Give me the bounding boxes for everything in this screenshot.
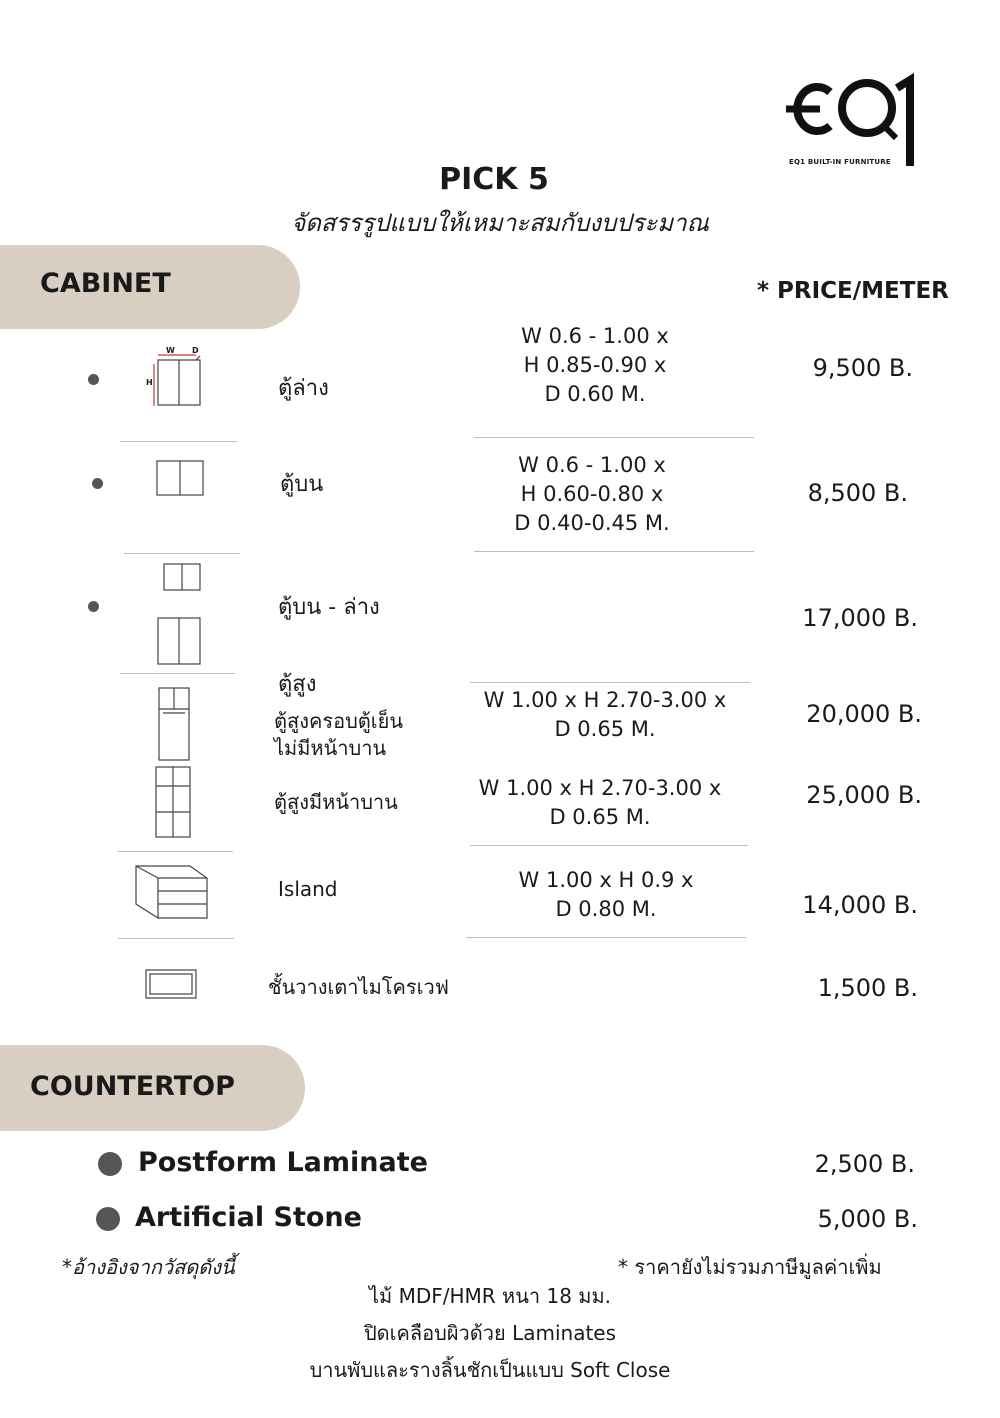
item-name: ตู้สูงมีหน้าบาน — [274, 790, 398, 814]
material-note-label: *อ้างอิงจากวัสดุดังนี้ — [62, 1255, 235, 1279]
item-name: Island — [278, 877, 338, 901]
countertop-name: Artificial Stone — [135, 1202, 362, 1233]
upper-cabinet-icon — [150, 455, 210, 500]
page-subtitle: จัดสรรรูปแบบให้เหมาะสมกับงบประมาณ — [291, 209, 709, 237]
divider — [470, 845, 748, 846]
cabinet-section-banner — [0, 245, 300, 329]
divider — [118, 938, 234, 939]
height-label: H — [146, 378, 153, 387]
divider — [120, 673, 235, 674]
divider — [118, 851, 233, 852]
item-price: 9,500 B. — [812, 354, 913, 382]
item-dimensions: W 0.6 - 1.00 x H 0.85-0.90 x D 0.60 M. — [521, 324, 669, 406]
tall-cabinet-open-icon — [150, 685, 200, 763]
width-label: W — [166, 346, 175, 355]
divider — [120, 441, 237, 442]
material-line: ปิดเคลือบผิวด้วย Laminates — [363, 1321, 617, 1345]
item-dimensions: W 1.00 x H 0.9 x D 0.80 M. — [518, 868, 694, 921]
item-dimensions: W 1.00 x H 2.70-3.00 x D 0.65 M. — [483, 688, 727, 741]
tall-cabinet-doors-icon — [150, 764, 200, 840]
divider — [474, 437, 754, 438]
material-line: บานพับและรางลิ้นชักเป็นแบบ Soft Close — [309, 1358, 671, 1382]
divider — [474, 551, 754, 552]
divider — [470, 682, 750, 683]
item-name: ตู้บน - ล่าง — [278, 595, 380, 620]
countertop-price: 5,000 B. — [817, 1205, 918, 1233]
row-bullet — [88, 374, 99, 385]
countertop-section-banner — [0, 1045, 305, 1131]
group-label: ตู้สูง — [278, 672, 317, 697]
vat-note: * ราคายังไม่รวมภาษีมูลค่าเพิ่ม — [618, 1255, 882, 1279]
item-name: ตู้ล่าง — [278, 376, 329, 401]
page-title: PICK 5 — [439, 162, 549, 197]
countertop-section-label: COUNTERTOP — [30, 1071, 235, 1102]
item-price: 20,000 B. — [806, 700, 922, 728]
countertop-price: 2,500 B. — [814, 1150, 915, 1178]
divider — [466, 937, 746, 938]
island-icon — [132, 860, 212, 922]
row-bullet — [88, 601, 99, 612]
item-price: 14,000 B. — [802, 891, 918, 919]
material-line: ไม้ MDF/HMR หนา 18 มม. — [368, 1284, 612, 1308]
item-price: 25,000 B. — [806, 781, 922, 809]
item-name: ตู้สูงครอบตู้เย็น ไม่มีหน้าบาน — [274, 709, 404, 760]
item-price: 8,500 B. — [807, 479, 908, 507]
countertop-name: Postform Laminate — [138, 1147, 428, 1178]
row-bullet — [92, 478, 103, 489]
row-bullet — [98, 1152, 122, 1176]
cabinet-section-label: CABINET — [40, 268, 171, 299]
price-per-meter-header: * PRICE/METER — [757, 278, 949, 304]
divider — [124, 553, 240, 554]
item-price: 17,000 B. — [802, 604, 918, 632]
upper-lower-cabinet-icon — [150, 558, 210, 673]
microwave-shelf-icon — [140, 964, 202, 1004]
depth-label: D — [192, 346, 199, 355]
item-name: ตู้บน — [280, 472, 324, 497]
brand-tagline: EQ1 BUILT-IN FURNITURE — [789, 158, 891, 166]
item-dimensions: W 0.6 - 1.00 x H 0.60-0.80 x D 0.40-0.45 M. — [514, 453, 670, 535]
item-name: ชั้นวางเตาไมโครเวฟ — [268, 975, 449, 999]
item-dimensions: W 1.00 x H 2.70-3.00 x D 0.65 M. — [478, 776, 722, 829]
row-bullet — [96, 1207, 120, 1231]
item-price: 1,500 B. — [817, 974, 918, 1002]
